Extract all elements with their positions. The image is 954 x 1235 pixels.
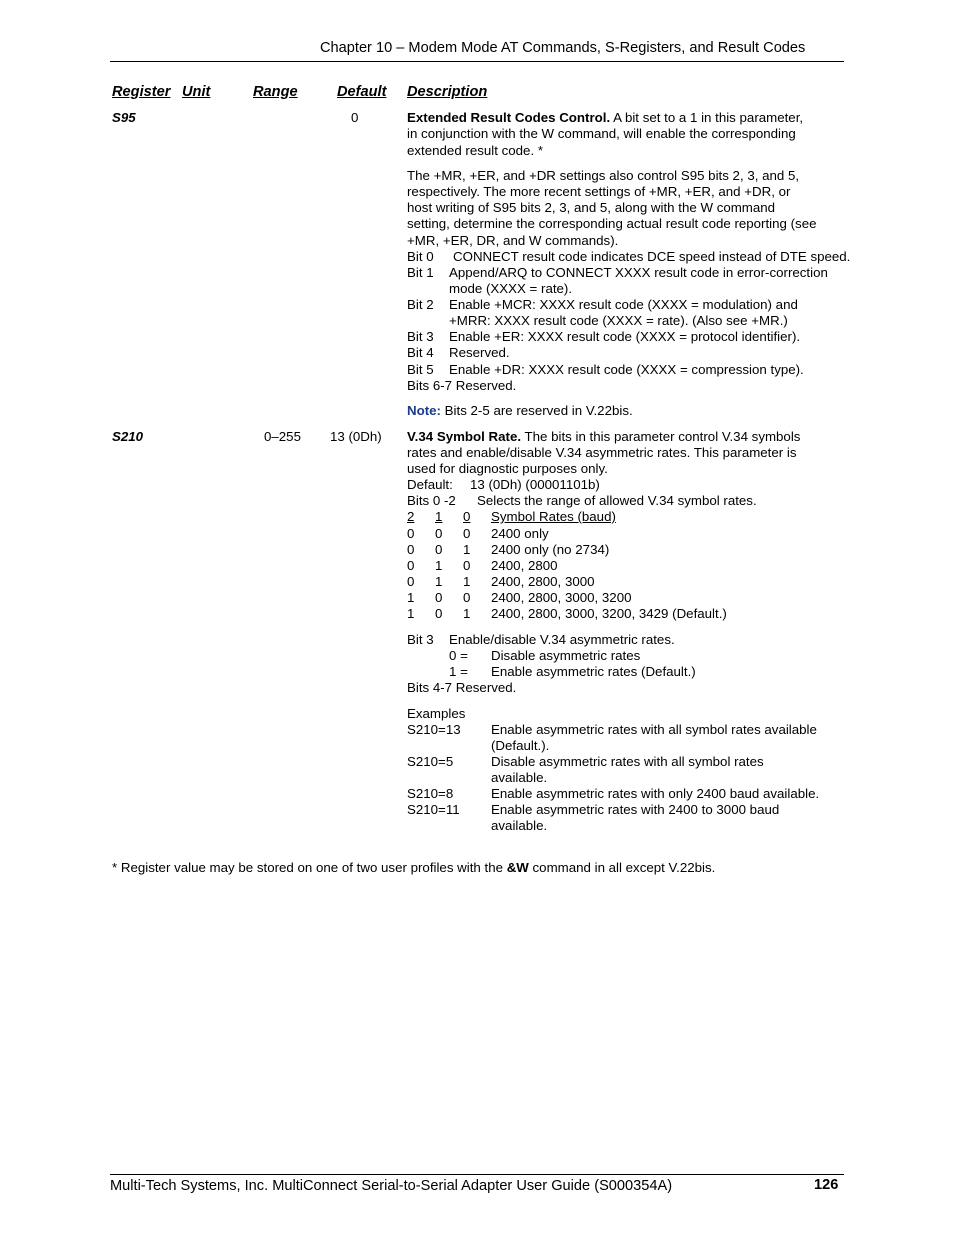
s95-bit-text: Enable +MCR: XXXX result code (XXXX = modulation) and [449, 297, 798, 312]
table-cell: 0 [463, 558, 471, 573]
header-rule [110, 61, 844, 62]
s210-bit3-text: Enable/disable V.34 asymmetric rates. [449, 632, 675, 647]
example-text: available. [491, 818, 548, 833]
s210-intro-line1 [407, 429, 800, 445]
s95-bit-label: Bit 5 [407, 362, 434, 377]
table-cell: 1 [463, 542, 471, 557]
table-cell: 0 [463, 590, 471, 605]
s95-bit-text: mode (XXXX = rate). [449, 281, 573, 296]
table-cell: 1 [407, 590, 415, 605]
table-cell: 0 [407, 526, 415, 541]
example-text: Disable asymmetric rates with all symbol rates [491, 754, 764, 769]
s210-title: V.34 Symbol Rate. [407, 429, 522, 444]
table-cell: 0 [463, 526, 471, 541]
s95-bit-text: +MRR: XXXX result code (XXXX = rate). (Also see +MR.) [449, 313, 788, 328]
s210-bits02-text: Selects the range of allowed V.34 symbol rates. [477, 493, 757, 508]
s210-default: 13 (0Dh) [330, 429, 382, 444]
note-label: Note: [407, 403, 441, 418]
s210-range: 0–255 [264, 429, 301, 444]
example-key: S210=8 [407, 786, 454, 801]
s210-bit3-opt-key: 0 = [449, 648, 468, 663]
table-cell: 1 [463, 574, 471, 589]
s210-default-value: 13 (0Dh) (00001101b) [470, 477, 600, 492]
table-cell: 0 [435, 542, 443, 557]
s95-note [407, 403, 633, 419]
s95-intro1: A bit set to a 1 in this parameter, [610, 110, 804, 125]
s210-bits02-label: Bits 0 -2 [407, 493, 456, 508]
s95-bit-label: Bit 0 [407, 249, 434, 264]
s95-intro-line2: in conjunction with the W command, will enable the corresponding [407, 126, 796, 141]
col-register: Register [112, 84, 171, 100]
page-number: 126 [814, 1177, 839, 1193]
s95-bit-text: Enable +DR: XXXX result code (XXXX = compression type). [449, 362, 804, 377]
s95-p2-line: setting, determine the corresponding actual result code reporting (see [407, 216, 817, 231]
table-cell: 0 [435, 606, 443, 621]
register-s95: S95 [112, 110, 136, 125]
s95-bit-label: Bit 2 [407, 297, 434, 312]
table-cell: 2400, 2800, 3000 [491, 574, 595, 589]
table-cell: 0 [407, 574, 415, 589]
table-cell: 0 [407, 558, 415, 573]
table-cell: 2400, 2800, 3000, 3200, 3429 (Default.) [491, 606, 727, 621]
s210-bit3-opt-key: 1 = [449, 664, 468, 679]
s95-bit-label: Bit 4 [407, 345, 434, 360]
s95-p2-line: The +MR, +ER, and +DR settings also control S95 bits 2, 3, and 5, [407, 168, 800, 183]
footnote-pre: * Register value may be stored on one of two user profiles with the [112, 860, 507, 875]
footer-text: Multi-Tech Systems, Inc. MultiConnect Serial-to-Serial Adapter User Guide (S000354A) [110, 1178, 673, 1194]
table-cell: 1 [407, 606, 415, 621]
col-unit: Unit [182, 84, 211, 100]
s95-title: Extended Result Codes Control. [407, 110, 611, 125]
s95-bit-label: Bit 3 [407, 329, 434, 344]
footnote-command: &W [506, 860, 529, 875]
s95-bit-label: Bit 1 [407, 265, 434, 280]
col-range: Range [253, 84, 298, 100]
example-text: Enable asymmetric rates with only 2400 baud available. [491, 786, 820, 801]
example-key: S210=13 [407, 722, 461, 737]
table-cell: 1 [435, 574, 443, 589]
s210-bits47: Bits 4-7 Reserved. [407, 680, 517, 695]
table-head-rates: Symbol Rates (baud) [491, 509, 616, 524]
example-key: S210=11 [407, 802, 460, 817]
s210-bit3-opt-text: Enable asymmetric rates (Default.) [491, 664, 696, 679]
table-cell: 0 [407, 542, 415, 557]
s210-intro-line3: used for diagnostic purposes only. [407, 461, 608, 476]
s95-intro-line1 [407, 110, 803, 126]
footer-rule [110, 1174, 844, 1175]
table-cell: 1 [435, 558, 443, 573]
col-description: Description [407, 84, 488, 100]
s95-bit-text: Enable +ER: XXXX result code (XXXX = protocol identifier). [449, 329, 801, 344]
s95-p2-line: respectively. The more recent settings of +MR, +ER, and +DR, or [407, 184, 791, 199]
example-text: Enable asymmetric rates with all symbol rates available [491, 722, 817, 737]
table-cell: 0 [435, 590, 443, 605]
table-head-bit0: 0 [463, 509, 471, 524]
s210-intro1: The bits in this parameter control V.34 symbols [521, 429, 801, 444]
s210-intro-line2: rates and enable/disable V.34 asymmetric rates. This parameter is [407, 445, 797, 460]
note-text: Bits 2-5 are reserved in V.22bis. [440, 403, 633, 418]
table-head-bit2: 2 [407, 509, 415, 524]
table-cell: 2400 only (no 2734) [491, 542, 610, 557]
s95-bit-text: Append/ARQ to CONNECT XXXX result code in error-correction [449, 265, 828, 280]
example-text: Enable asymmetric rates with 2400 to 3000 baud [491, 802, 780, 817]
table-cell: 0 [435, 526, 443, 541]
table-cell: 2400, 2800, 3000, 3200 [491, 590, 632, 605]
examples-label: Examples [407, 706, 466, 721]
example-key: S210=5 [407, 754, 454, 769]
s95-default: 0 [351, 110, 359, 125]
chapter-title: Chapter 10 – Modem Mode AT Commands, S-Registers, and Result Codes [320, 40, 806, 56]
register-s210: S210 [112, 429, 144, 444]
table-cell: 2400, 2800 [491, 558, 558, 573]
s95-bit-text: Reserved. [449, 345, 510, 360]
s210-bit3-label: Bit 3 [407, 632, 434, 647]
example-text: (Default.). [491, 738, 550, 753]
s95-intro-line3: extended result code. * [407, 143, 544, 158]
s95-p2-line: host writing of S95 bits 2, 3, and 5, along with the W command [407, 200, 776, 215]
s210-bit3-opt-text: Disable asymmetric rates [491, 648, 641, 663]
table-head-bit1: 1 [435, 509, 443, 524]
table-cell: 2400 only [491, 526, 549, 541]
s210-default-label: Default: [407, 477, 453, 492]
s95-bits67: Bits 6-7 Reserved. [407, 378, 517, 393]
example-text: available. [491, 770, 548, 785]
col-default: Default [337, 84, 387, 100]
table-cell: 1 [463, 606, 471, 621]
s95-p2-line: +MR, +ER, DR, and W commands). [407, 233, 619, 248]
s95-bit-text: CONNECT result code indicates DCE speed instead of DTE speed. [453, 249, 851, 264]
footnote [112, 860, 715, 876]
footnote-post: command in all except V.22bis. [528, 860, 716, 875]
